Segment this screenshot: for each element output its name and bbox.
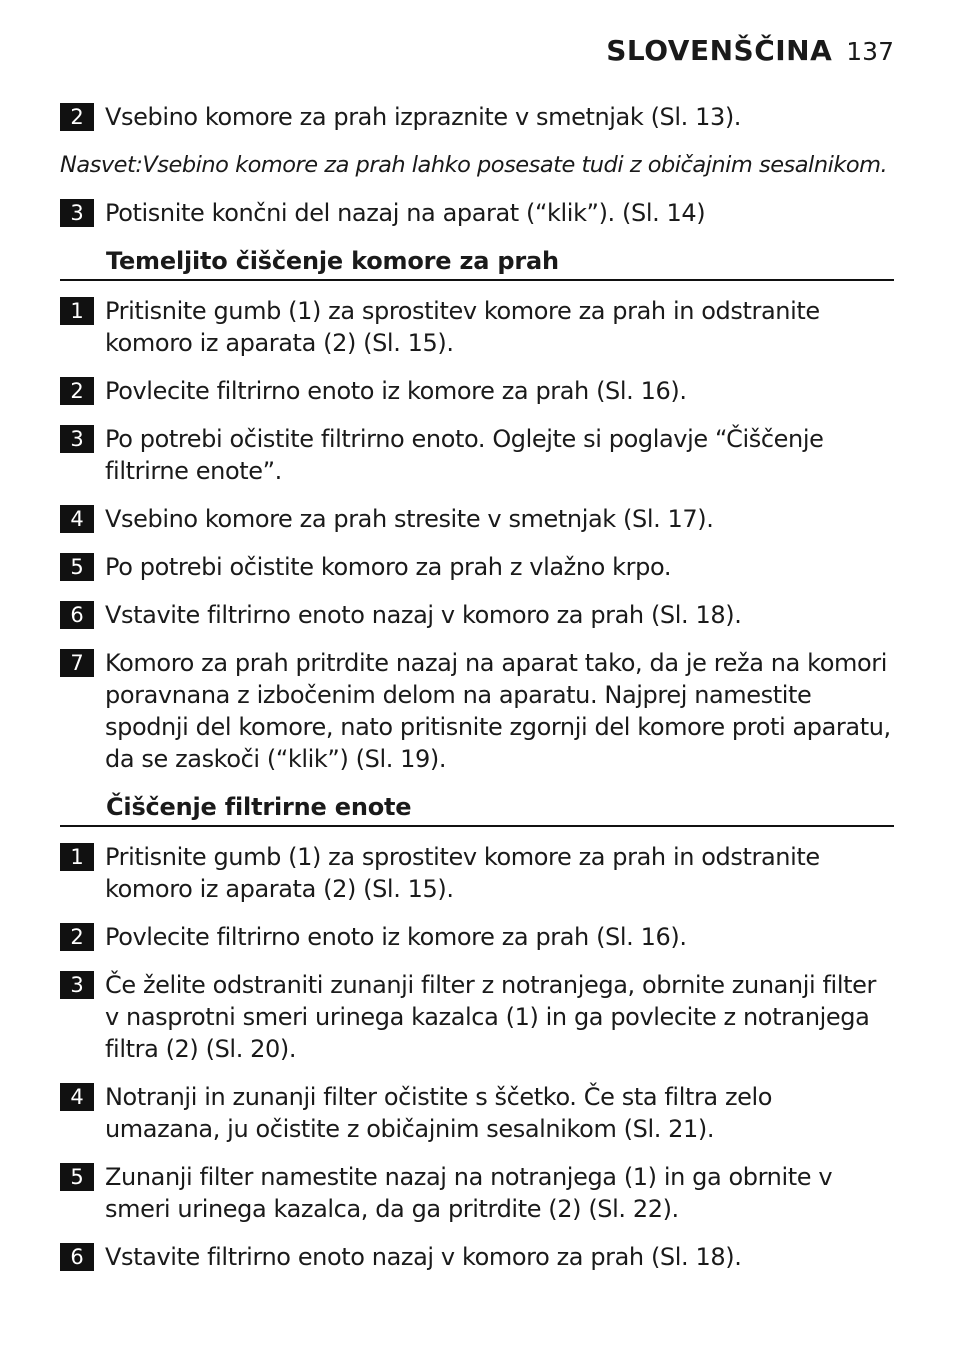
section-heading-dust-chamber: Temeljito čiščenje komore za prah (60, 245, 894, 281)
step-text: Komoro za prah pritrdite nazaj na aparat tako, da je reža na komori poravnana z izbočenim delom na aparatu. Najprej namestite spodnji del komore, nato pritisnite zgornji del komore proti aparatu, da se zaskoči (“klik”) (Sl. 19). (105, 649, 891, 773)
step-text: Povlecite filtrirno enoto iz komore za prah (Sl. 16). (105, 377, 687, 405)
tip-note: Nasvet:Vsebino komore za prah lahko posesate tudi z običajnim sesalnikom. (60, 152, 888, 178)
step-number-badge: 3 (60, 971, 94, 999)
step-number-badge: 7 (60, 649, 94, 677)
step-number-badge: 4 (60, 1083, 94, 1111)
step-text: Po potrebi očistite filtrirno enoto. Oglejte si poglavje “Čiščenje filtrirne enote”. (105, 425, 824, 485)
page-number: 137 (846, 37, 894, 66)
step-text: Pritisnite gumb (1) za sprostitev komore za prah in odstranite komoro iz aparata (2) (Sl. 15). (105, 297, 820, 357)
step-text: Povlecite filtrirno enoto iz komore za prah (Sl. 16). (105, 923, 687, 951)
step-text: Pritisnite gumb (1) za sprostitev komore za prah in odstranite komoro iz aparata (2) (Sl. 15). (105, 843, 820, 903)
step-item (60, 101, 894, 133)
page-content (60, 101, 894, 1289)
step-text: Če želite odstraniti zunanji filter z notranjega, obrnite zunanji filter v nasprotni smeri urinega kazalca (1) in ga povlecite z notranjega filtra (2) (Sl. 20). (105, 971, 876, 1063)
step-item (60, 647, 894, 775)
step-number-badge: 6 (60, 1243, 94, 1271)
step-text: Notranji in zunanji filter očistite s ščetko. Če sta filtra zelo umazana, ju očistite z običajnim sesalnikom (Sl. 21). (105, 1083, 773, 1143)
step-number-badge: 1 (60, 843, 94, 871)
page-header (606, 34, 894, 67)
step-text: Potisnite končni del nazaj na aparat (“klik”). (Sl. 14) (105, 199, 706, 227)
language-title: SLOVENŠČINA (606, 34, 833, 67)
step-text: Po potrebi očistite komoro za prah z vlažno krpo. (105, 553, 672, 581)
section-heading-filter-unit: Čiščenje filtrirne enote (60, 791, 894, 827)
step-number-badge: 2 (60, 377, 94, 405)
step-item (60, 1081, 894, 1145)
step-item (60, 921, 894, 953)
step-number-badge: 4 (60, 505, 94, 533)
step-item (60, 1241, 894, 1273)
step-item (60, 551, 894, 583)
step-item (60, 375, 894, 407)
step-number-badge: 3 (60, 199, 94, 227)
step-number-badge: 5 (60, 1163, 94, 1191)
step-number-badge: 3 (60, 425, 94, 453)
step-text: Vstavite filtrirno enoto nazaj v komoro za prah (Sl. 18). (105, 601, 742, 629)
step-text: Vstavite filtrirno enoto nazaj v komoro za prah (Sl. 18). (105, 1243, 742, 1271)
step-item (60, 969, 894, 1065)
step-item (60, 423, 894, 487)
step-item (60, 599, 894, 631)
step-number-badge: 5 (60, 553, 94, 581)
step-text: Vsebino komore za prah stresite v smetnjak (Sl. 17). (105, 505, 714, 533)
step-number-badge: 1 (60, 297, 94, 325)
step-text: Vsebino komore za prah izpraznite v smetnjak (Sl. 13). (105, 103, 742, 131)
step-number-badge: 2 (60, 923, 94, 951)
step-item (60, 503, 894, 535)
step-number-badge: 6 (60, 601, 94, 629)
step-item (60, 197, 894, 229)
step-number-badge: 2 (60, 103, 94, 131)
step-text: Zunanji filter namestite nazaj na notranjega (1) in ga obrnite v smeri urinega kazalca, da ga pritrdite (2) (Sl. 22). (105, 1163, 833, 1223)
step-item (60, 1161, 894, 1225)
step-item (60, 841, 894, 905)
step-item (60, 295, 894, 359)
